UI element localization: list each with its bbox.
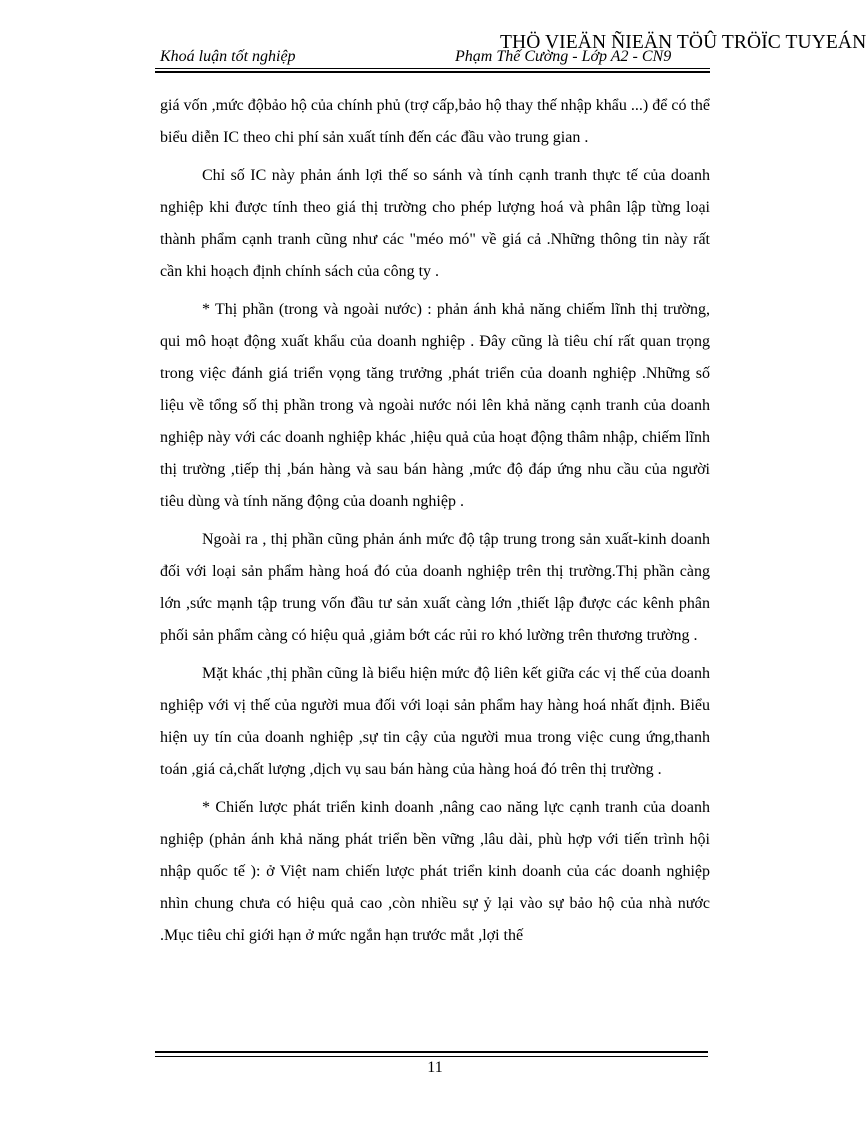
footer-divider bbox=[155, 1056, 708, 1057]
paragraph-4: Ngoài ra , thị phần cũng phản ánh mức độ tập trung trong sản xuất-kinh doanh đối với loại sản phẩm hàng hoá đó của doanh nghiệp trên thị trường.Thị phần càng lớn ,sức mạnh tập trung vốn đầu tư sản xuất càng lớn ,thiết lập được các kênh phân phối sản phẩm càng có hiệu quả ,giảm bớt các rủi ro khó lường trên thương trường . bbox=[160, 531, 710, 644]
paragraph-1: giá vốn ,mức độbảo hộ của chính phủ (trợ cấp,bảo hộ thay thế nhập khẩu ...) để có thể biểu diễn IC theo chi phí sản xuất tính đến các đầu vào trung gian . bbox=[160, 97, 710, 146]
paragraph-3: * Thị phần (trong và ngoài nước) : phản ánh khả năng chiếm lĩnh thị trường, qui mô hoạt động xuất khẩu của doanh nghiệp . Đây cũng là tiêu chí rất quan trọng trong việc đánh giá triển vọng tăng trưởng ,phát triển của doanh nghiệp .Những số liệu về tổng số thị phần trong và ngoài nước nói lên khả năng cạnh tranh của doanh nghiệp này với các doanh nghiệp khác ,hiệu quả của hoạt động thâm nhập, chiếm lĩnh thị trường ,tiếp thị ,bán hàng và sau bán hàng ,mức độ đáp ứng nhu cầu của người tiêu dùng và tính năng động của doanh nghiệp . bbox=[160, 301, 710, 510]
paragraph-6: * Chiến lược phát triển kinh doanh ,nâng cao năng lực cạnh tranh của doanh nghiệp (phản ánh khả năng phát triển bền vững ,lâu dài, phù hợp với tiến trình hội nhập quốc tế ): ở Việt nam chiến lược phát triển kinh doanh của các doanh nghiệp nhìn chung chưa có hiệu quả cao ,còn nhiều sự ỷ lại vào sự bảo hộ của nhà nước .Mục tiêu chỉ giới hạn ở mức ngắn hạn trước mắt ,lợi thế bbox=[160, 799, 710, 944]
header-divider bbox=[155, 68, 710, 69]
header-document-type: Khoá luận tốt nghiệp bbox=[160, 48, 296, 65]
page-number: 11 bbox=[427, 1059, 443, 1076]
footer-divider-thick bbox=[155, 1051, 708, 1053]
paragraph-2: Chỉ số IC này phản ánh lợi thế so sánh và tính cạnh tranh thực tế của doanh nghiệp khi được tính theo giá thị trường cho phép lượng hoá và phân lập từng loại thành phẩm cạnh tranh cũng như các "méo mó" về giá cả .Những thông tin này rất cần khi hoạch định chính sách của công ty . bbox=[160, 167, 710, 280]
watermark-text: THÖ VIEÄN ÑIEÄN TÖÛ TRÖÏC TUYEÁN bbox=[500, 32, 866, 53]
header-divider-thick bbox=[155, 71, 710, 73]
header-author: Phạm Thế Cường - Lớp A2 - CN9 bbox=[455, 48, 672, 65]
paragraph-5: Mặt khác ,thị phần cũng là biểu hiện mức độ liên kết giữa các vị thế của doanh nghiệp với vị thế của người mua đối với loại sản phẩm hay hàng hoá nhất định. Biểu hiện uy tín của doanh nghiệp ,sự tin cậy của người mua trong việc cung ứng,thanh toán ,giá cả,chất lượng ,dịch vụ sau bán hàng của hàng hoá đó trên thị trường . bbox=[160, 665, 710, 778]
page-body bbox=[160, 90, 710, 952]
